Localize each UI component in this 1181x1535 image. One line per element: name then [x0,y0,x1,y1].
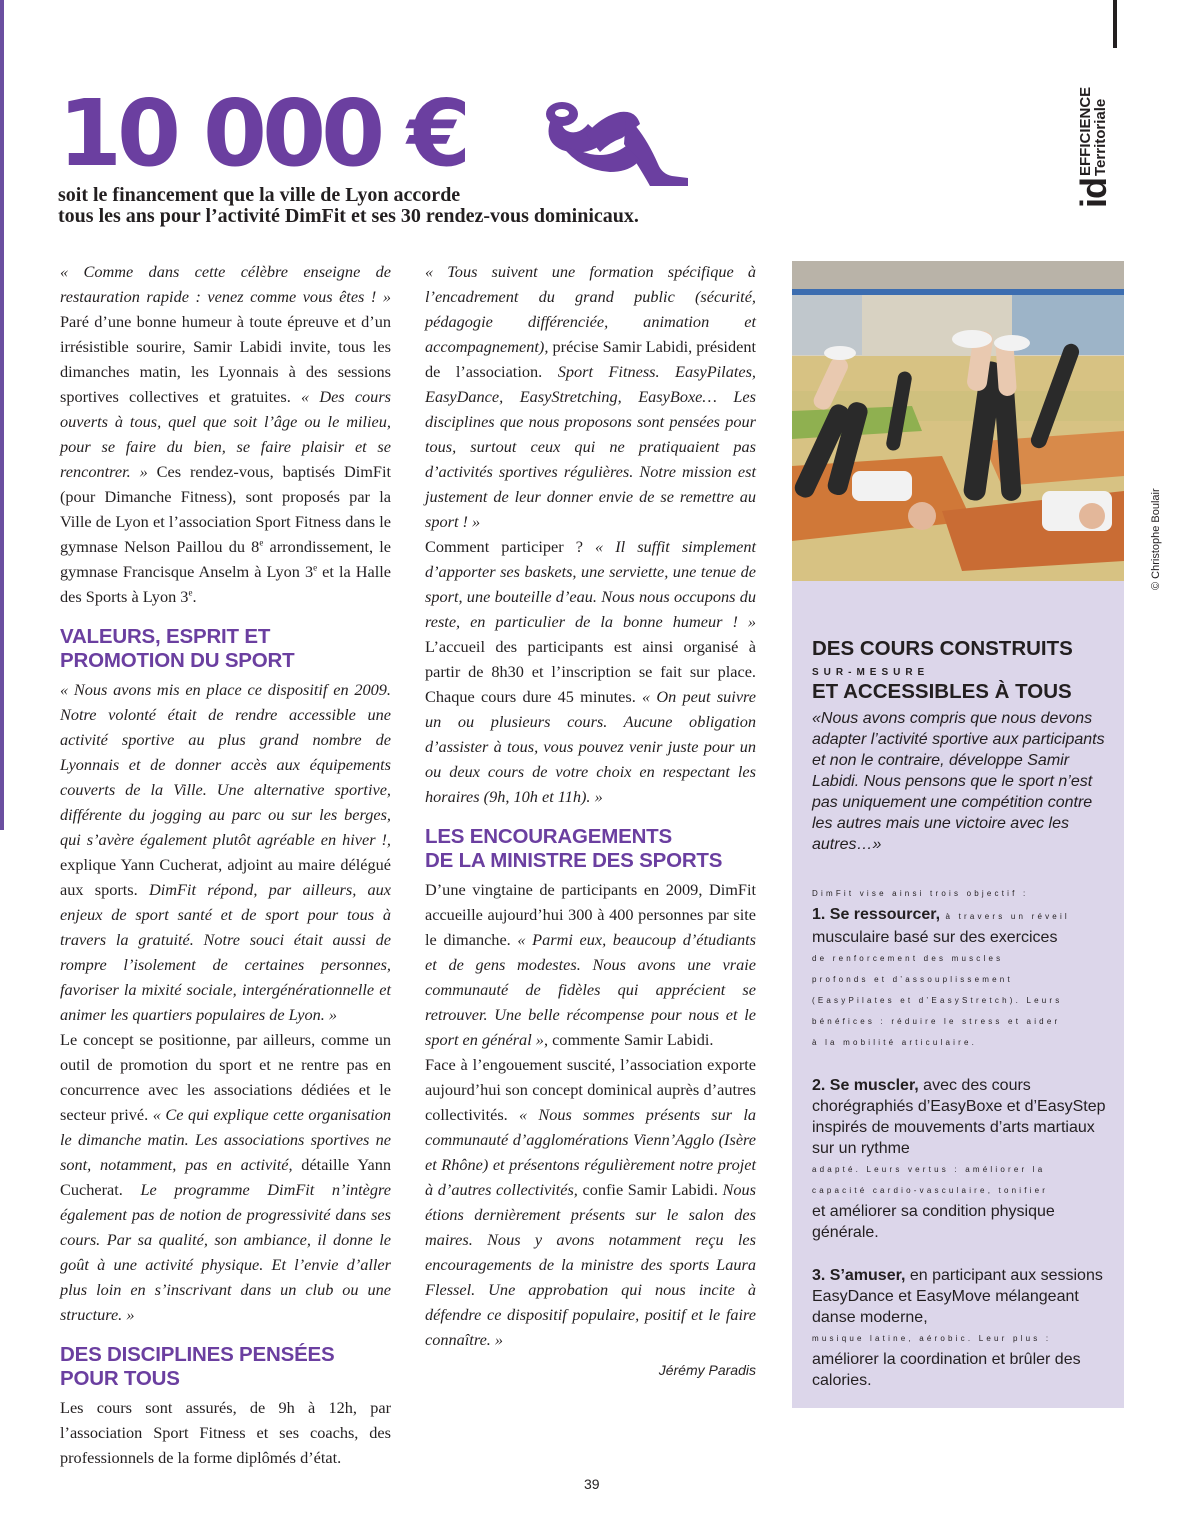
sidebar-item-amuser: 3. S’amuser, en participant aux sessions EasyDance et EasyMove mélangeant danse moderne, musique latine, aérobic. Leur plus : améliorer la coordination et brûler des calories. [812,1267,1103,1389]
paragraph: Le concept se positionne, par ailleurs, comme un outil de promotion du sport et ne rentre pas en concurrence avec les associations dédiées et le secteur privé. « Ce qui explique cette organisation le dimanche matin. Les associations sportives ne sont, notamment, pas en activité, détaille Yann Cucherat. Le programme DimFit n’intègre également pas de notion de progressivité dans ses cours. Par sa qualité, son ambiance, il donne le goût à une activité physique. Et l’envie d’aller plus loin en s’inscrivant dans un club ou une structure. » [60,1030,392,1324]
sidebar-intro: DimFit vise ainsi trois objectif : [812,889,1029,898]
headline-subtitle: soit le financement que la ville de Lyon accorde tous les ans pour l’activité DimFit et ses 30 rendez-vous dominicaux. [58,184,639,227]
sidebar-title: ET ACCESSIBLES À TOUS [812,680,1072,703]
paragraph: Les cours sont assurés, de 9h à 12h, par l’association Sport Fitness et ses coachs, des professionnels de la forme diplômés d’état. [60,1398,391,1467]
sidebar-quote: «Nous avons compris que nous devons adapter l’activité sportive aux participants et non le contraire, développe Samir Labidi. Nous pensons que le sport n’est pas uniquement une compétition contre les autres mais une victoire avec les autres…» [812,710,1105,853]
paragraph: Comment participer ? « Il suffit simplement d’apporter ses baskets, une serviette, une tenue de sport, une bouteille d’eau. Nous nous occupons du reste, en particulier de la bonne humeur ! » L’accueil des participants est ainsi organisé à partir de 8h30 et l’inscription se fait sur place. Chaque cours dure 45 minutes. « On peut suivre un ou plusieurs cours. Aucune obligation d’assister à tous, vous pouvez venir juste pour un ou deux cours de votre choix en respectant les horaires (9h, 10h et 11h). » [425,537,757,806]
author-signature: Jérémy Paradis [658,1362,756,1378]
sidebar-item-ressourcer: 1. Se ressourcer, à travers un réveil musculaire basé sur des exercices de renforcement des muscles profonds et d’assouplissement (EasyPilates et d’EasyStretch). Leurs bénéfices : réduire le stress et aider à la mobilité articulaire. [812,906,1070,1047]
section-heading: DES DISCIPLINES PENSÉES POUR TOUS [60,1343,335,1390]
edge-accent-bar [0,0,4,830]
sit-up-exercise-icon [540,98,690,188]
sidebar-title: DES COURS CONSTRUITS [812,637,1073,660]
section-heading: LES ENCOURAGEMENTS DE LA MINISTRE DES SPORTS [425,825,723,872]
sidebar-box [792,581,1124,1408]
paragraph: Face à l’engouement suscité, l’association exporte aujourd’hui son concept dominical auprès d’autres collectivités. « Nous sommes présents sur la communauté d’agglomérations Vienn’Agglo (Isère et Rhône) et présentons régulièrement notre projet à d’autres collectivités, confie Samir Labidi. Nous étions dernièrement présents sur le salon des maires. Nous y avons notamment reçu les encouragements de la ministre des sports Laura Flessel. Une approbation qui nous incite à défendre ce dispositif populaire, positif et le faire connaître. » [425,1055,756,1349]
paragraph: « Comme dans cette célèbre enseigne de restauration rapide : venez comme vous êtes ! » Paré d’une bonne humeur à toute épreuve et d’un irrésistible sourire, Samir Labidi invite, tous les dimanches matin, les Lyonnais à des sessions sportives collectives et gratuites. « Des cours ouverts à tous, quel que soit l’âge ou le milieu, pour se faire du bien, se faire plaisir et se rencontrer. » Ces rendez-vous, baptisés DimFit (pour Dimanche Fitness), sont proposés par la Ville de Lyon et l’association Sport Fitness dans le gymnase Nelson Paillou du 8e arrondissement, le gymnase Francisque Anselm à Lyon 3e et la Halle des Sports à Lyon 3e. [60,262,392,606]
page-number: 39 [584,1476,600,1492]
photo-credit: © Christophe Boulair [1150,488,1162,590]
sidebar-kicker: SUR-MESURE [812,667,930,678]
brand-name: EFFICIENCE Territoriale [1077,86,1109,176]
article-column-1 [60,259,391,1470]
section-heading: VALEURS, ESPRIT ET PROMOTION DU SPORT [60,625,295,672]
brand-rule [1113,0,1117,48]
paragraph: « Tous suivent une formation spécifique à l’encadrement du grand public (sécurité, pédagogie différenciée, animation et accompagnement), précise Samir Labidi, président de l’association. Sport Fitness. EasyPilates, EasyDance, EasyStretching, EasyBoxe… Les disciplines que nous proposons sont pensées pour tous, surtout ceux qui ne pratiquaient pas d’activités sportives régulières. Notre mission est justement de leur donner envie de se remettre au sport ! » [425,262,756,531]
paragraph: D’une vingtaine de participants en 2009, DimFit accueille aujourd’hui 300 à 400 personnes par site le dimanche. « Parmi eux, beaucoup d’étudiants et de gens modestes. Nous avons une vraie communauté de fidèles qui apprécient se retrouver. Une belle récompense pour nous et le sport en général », commente Samir Labidi. [425,880,757,1049]
brand-id: id [1073,178,1114,208]
sidebar-item-muscler: 2. Se muscler, avec des cours chorégraphiés d’EasyBoxe et d’EasyStep inspirés de mouvements d’arts martiaux sur un rythme adapté. Leurs vertus : améliorer la capacité cardio-vasculaire, tonifier et améliorer sa condition physique générale. [812,1077,1106,1241]
gym-class-photo [792,261,1124,581]
article-column-2 [425,259,756,1380]
paragraph: « Nous avons mis en place ce dispositif en 2009. Notre volonté était de rendre accessible une activité sportive au plus grand nombre de Lyonnais et de donner accès aux équipements couverts de la Ville. Une alternative sportive, différente du jogging au parc ou sur les berges, qui s’avère également plutôt agréable en hiver !, explique Yann Cucherat, adjoint au maire délégué aux sports. DimFit répond, par ailleurs, aux enjeux de sport santé et de sport pour tous à travers la gratuité. Notre souci était aussi de rompre l’isolement de certaines personnes, favoriser la mixité sociale, intergénérationnelle et animer les quartiers populaires de Lyon. » [60,680,392,1024]
headline-amount: 10 000 € [58,80,467,187]
brand-logo [1073,0,1128,215]
